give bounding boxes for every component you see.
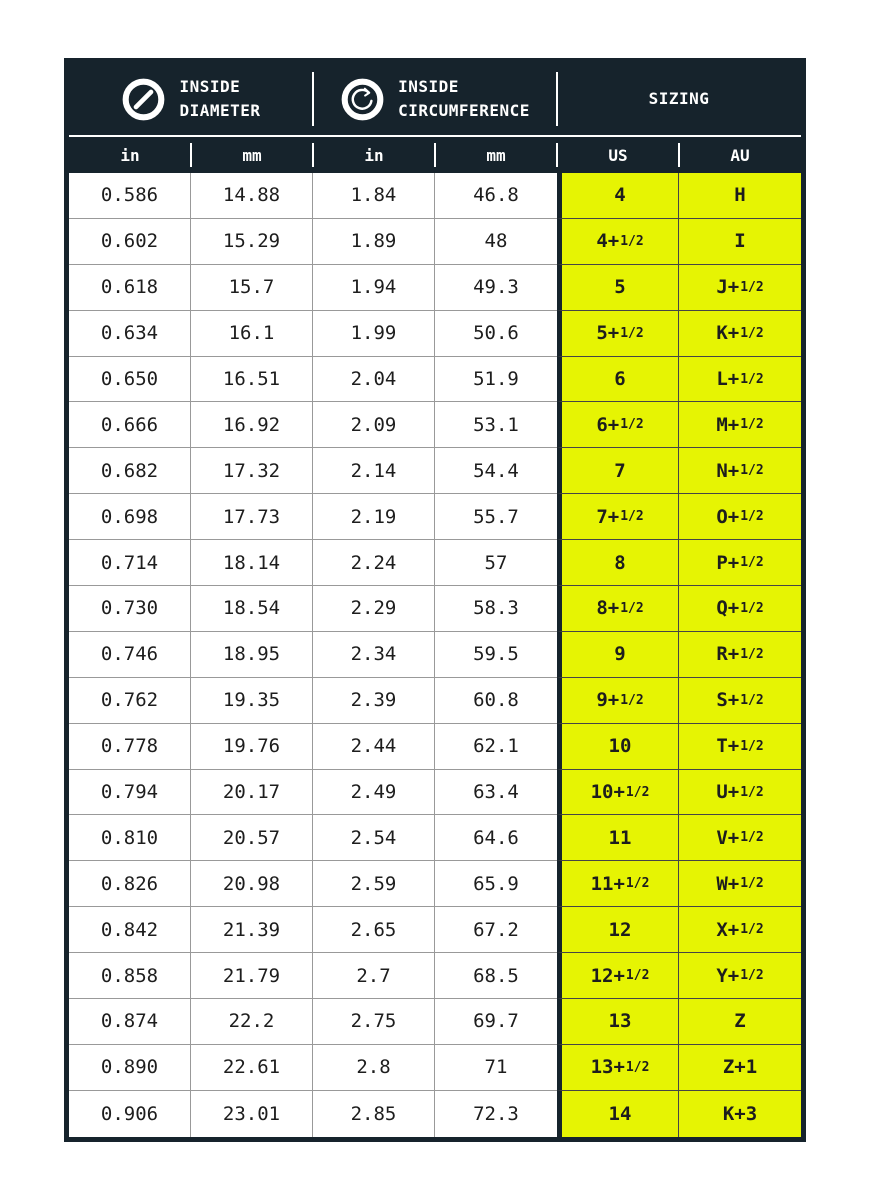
fraction-half: 1/2	[740, 325, 764, 341]
column-header-circumference-in: in	[313, 137, 435, 173]
cell-circumference-mm: 68.5	[435, 953, 557, 999]
fraction-half: 1/2	[740, 555, 764, 571]
cell-diameter-mm: 18.95	[191, 632, 313, 678]
cell-diameter-in: 0.842	[69, 907, 191, 953]
cell-au-size: U+ 1/2	[679, 770, 801, 816]
cell-au-size: R+ 1/2	[679, 632, 801, 678]
cell-circumference-mm: 71	[435, 1045, 557, 1091]
cell-diameter-mm: 16.92	[191, 402, 313, 448]
cell-us-size: 13+ 1/2	[557, 1045, 679, 1091]
cell-diameter-mm: 15.7	[191, 265, 313, 311]
column-header-diameter-in: in	[120, 145, 140, 165]
cell-circumference-mm: 50.6	[435, 311, 557, 357]
fraction-half: 1/2	[740, 509, 764, 525]
cell-diameter-in: 0.826	[69, 861, 191, 907]
header-label: INSIDE DIAMETER	[179, 77, 261, 120]
cell-us-size: 5	[557, 265, 679, 311]
fraction-half: 1/2	[625, 1059, 650, 1075]
fraction-half: 1/2	[740, 417, 764, 433]
cell-circumference-in: 1.84	[313, 173, 435, 219]
cell-circumference-in: 2.29	[313, 586, 435, 632]
fraction-half: 1/2	[625, 876, 650, 892]
cell-au-size: N+ 1/2	[679, 448, 801, 494]
cell-us-size: 6+ 1/2	[557, 402, 679, 448]
cell-diameter-in: 0.906	[69, 1091, 191, 1137]
cell-circumference-mm: 57	[435, 540, 557, 586]
cell-us-size: 8	[557, 540, 679, 586]
column-header-us-size: US	[557, 137, 679, 173]
cell-au-size: K+3	[679, 1091, 801, 1137]
cell-us-size: 5+ 1/2	[557, 311, 679, 357]
fraction-half: 1/2	[740, 692, 764, 708]
cell-circumference-mm: 60.8	[435, 678, 557, 724]
cell-circumference-mm: 49.3	[435, 265, 557, 311]
cell-us-size: 9	[557, 632, 679, 678]
cell-au-size: W+ 1/2	[679, 861, 801, 907]
header-inside-circumference	[313, 63, 557, 135]
fraction-half: 1/2	[620, 692, 644, 708]
cell-diameter-in: 0.762	[69, 678, 191, 724]
cell-circumference-in: 2.24	[313, 540, 435, 586]
cell-diameter-mm: 19.76	[191, 724, 313, 770]
cell-au-size: I	[679, 219, 801, 265]
header-sizing	[557, 63, 801, 135]
cell-au-size: K+ 1/2	[679, 311, 801, 357]
cell-diameter-in: 0.650	[69, 357, 191, 403]
cell-circumference-in: 2.85	[313, 1091, 435, 1137]
cell-diameter-in: 0.714	[69, 540, 191, 586]
cell-diameter-in: 0.634	[69, 311, 191, 357]
fraction-half: 1/2	[740, 922, 764, 938]
cell-circumference-mm: 58.3	[435, 586, 557, 632]
cell-circumference-in: 2.39	[313, 678, 435, 724]
cell-circumference-in: 2.7	[313, 953, 435, 999]
cell-circumference-mm: 65.9	[435, 861, 557, 907]
cell-circumference-in: 2.04	[313, 357, 435, 403]
cell-diameter-in: 0.730	[69, 586, 191, 632]
cell-us-size: 12+ 1/2	[557, 953, 679, 999]
cell-diameter-mm: 16.51	[191, 357, 313, 403]
cell-diameter-mm: 20.57	[191, 815, 313, 861]
cell-au-size: S+ 1/2	[679, 678, 801, 724]
header-label: SIZING	[648, 89, 710, 108]
column-header-row	[69, 137, 801, 173]
cell-diameter-in: 0.618	[69, 265, 191, 311]
fraction-half: 1/2	[740, 738, 764, 754]
cell-circumference-in: 1.89	[313, 219, 435, 265]
cell-circumference-in: 2.54	[313, 815, 435, 861]
cell-au-size: H	[679, 173, 801, 219]
cell-us-size: 7	[557, 448, 679, 494]
cell-circumference-in: 2.19	[313, 494, 435, 540]
table-header	[69, 63, 801, 135]
cell-diameter-mm: 21.39	[191, 907, 313, 953]
cell-diameter-mm: 22.2	[191, 999, 313, 1045]
cell-diameter-mm: 17.73	[191, 494, 313, 540]
column-header-diameter-mm: mm	[191, 137, 313, 173]
header-label: INSIDE CIRCUMFERENCE	[398, 77, 530, 120]
cell-diameter-mm: 20.98	[191, 861, 313, 907]
fraction-half: 1/2	[740, 371, 764, 387]
cell-au-size: O+ 1/2	[679, 494, 801, 540]
cell-us-size: 12	[557, 907, 679, 953]
cell-circumference-mm: 72.3	[435, 1091, 557, 1137]
fraction-half: 1/2	[620, 325, 644, 341]
fraction-half: 1/2	[740, 830, 764, 846]
cell-au-size: T+ 1/2	[679, 724, 801, 770]
fraction-half: 1/2	[620, 509, 644, 525]
cell-diameter-mm: 14.88	[191, 173, 313, 219]
fraction-half: 1/2	[625, 968, 650, 984]
cell-diameter-mm: 23.01	[191, 1091, 313, 1137]
cell-us-size: 10+ 1/2	[557, 770, 679, 816]
fraction-half: 1/2	[740, 968, 764, 984]
cell-circumference-in: 1.94	[313, 265, 435, 311]
cell-us-size: 14	[557, 1091, 679, 1137]
cell-au-size: Z	[679, 999, 801, 1045]
column-header-circumference-mm: mm	[435, 137, 557, 173]
cell-diameter-mm: 16.1	[191, 311, 313, 357]
cell-circumference-in: 2.59	[313, 861, 435, 907]
cell-diameter-mm: 18.14	[191, 540, 313, 586]
cell-diameter-in: 0.874	[69, 999, 191, 1045]
cell-circumference-mm: 51.9	[435, 357, 557, 403]
cell-au-size: L+ 1/2	[679, 357, 801, 403]
fraction-half: 1/2	[625, 784, 650, 800]
cell-circumference-in: 2.65	[313, 907, 435, 953]
cell-us-size: 9+ 1/2	[557, 678, 679, 724]
header-inside-diameter	[69, 63, 313, 135]
cell-diameter-in: 0.698	[69, 494, 191, 540]
cell-diameter-mm: 22.61	[191, 1045, 313, 1091]
cell-au-size: M+ 1/2	[679, 402, 801, 448]
cell-circumference-mm: 62.1	[435, 724, 557, 770]
cell-au-size: X+ 1/2	[679, 907, 801, 953]
cell-diameter-mm: 17.32	[191, 448, 313, 494]
table-body	[69, 173, 801, 1137]
cell-circumference-mm: 48	[435, 219, 557, 265]
fraction-half: 1/2	[740, 600, 764, 616]
cell-diameter-in: 0.666	[69, 402, 191, 448]
cell-circumference-mm: 63.4	[435, 770, 557, 816]
cell-circumference-mm: 67.2	[435, 907, 557, 953]
fraction-half: 1/2	[620, 233, 644, 249]
cell-circumference-mm: 54.4	[435, 448, 557, 494]
cell-circumference-mm: 53.1	[435, 402, 557, 448]
cell-us-size: 8+ 1/2	[557, 586, 679, 632]
cell-au-size: Y+ 1/2	[679, 953, 801, 999]
cell-circumference-mm: 59.5	[435, 632, 557, 678]
fraction-half: 1/2	[740, 784, 764, 800]
cell-circumference-in: 2.75	[313, 999, 435, 1045]
cell-au-size: V+ 1/2	[679, 815, 801, 861]
cell-diameter-in: 0.890	[69, 1045, 191, 1091]
cell-circumference-in: 2.49	[313, 770, 435, 816]
cell-us-size: 7+ 1/2	[557, 494, 679, 540]
cell-circumference-in: 2.44	[313, 724, 435, 770]
cell-circumference-in: 2.09	[313, 402, 435, 448]
cell-au-size: P+ 1/2	[679, 540, 801, 586]
fraction-half: 1/2	[620, 600, 644, 616]
column-header-au-size: AU	[679, 137, 801, 173]
ring-size-chart	[64, 58, 806, 1142]
cell-diameter-mm: 21.79	[191, 953, 313, 999]
cell-circumference-mm: 69.7	[435, 999, 557, 1045]
cell-diameter-in: 0.858	[69, 953, 191, 999]
cell-au-size: Q+ 1/2	[679, 586, 801, 632]
fraction-half: 1/2	[620, 417, 644, 433]
cell-diameter-in: 0.778	[69, 724, 191, 770]
cell-us-size: 13	[557, 999, 679, 1045]
cell-us-size: 6	[557, 357, 679, 403]
cell-circumference-in: 2.34	[313, 632, 435, 678]
fraction-half: 1/2	[740, 876, 764, 892]
cell-us-size: 11+ 1/2	[557, 861, 679, 907]
cell-diameter-in: 0.586	[69, 173, 191, 219]
circumference-icon	[340, 77, 385, 122]
diameter-icon	[121, 77, 166, 122]
cell-diameter-in: 0.602	[69, 219, 191, 265]
cell-diameter-in: 0.810	[69, 815, 191, 861]
cell-diameter-mm: 19.35	[191, 678, 313, 724]
cell-au-size: Z+1	[679, 1045, 801, 1091]
cell-diameter-mm: 15.29	[191, 219, 313, 265]
cell-circumference-mm: 55.7	[435, 494, 557, 540]
cell-diameter-mm: 18.54	[191, 586, 313, 632]
cell-diameter-in: 0.682	[69, 448, 191, 494]
cell-diameter-in: 0.794	[69, 770, 191, 816]
cell-au-size: J+ 1/2	[679, 265, 801, 311]
cell-us-size: 10	[557, 724, 679, 770]
cell-circumference-mm: 46.8	[435, 173, 557, 219]
cell-circumference-mm: 64.6	[435, 815, 557, 861]
cell-circumference-in: 1.99	[313, 311, 435, 357]
cell-us-size: 4	[557, 173, 679, 219]
cell-us-size: 11	[557, 815, 679, 861]
cell-circumference-in: 2.8	[313, 1045, 435, 1091]
fraction-half: 1/2	[740, 279, 764, 295]
cell-diameter-mm: 20.17	[191, 770, 313, 816]
fraction-half: 1/2	[740, 463, 764, 479]
cell-circumference-in: 2.14	[313, 448, 435, 494]
fraction-half: 1/2	[740, 646, 764, 662]
cell-diameter-in: 0.746	[69, 632, 191, 678]
cell-us-size: 4+ 1/2	[557, 219, 679, 265]
